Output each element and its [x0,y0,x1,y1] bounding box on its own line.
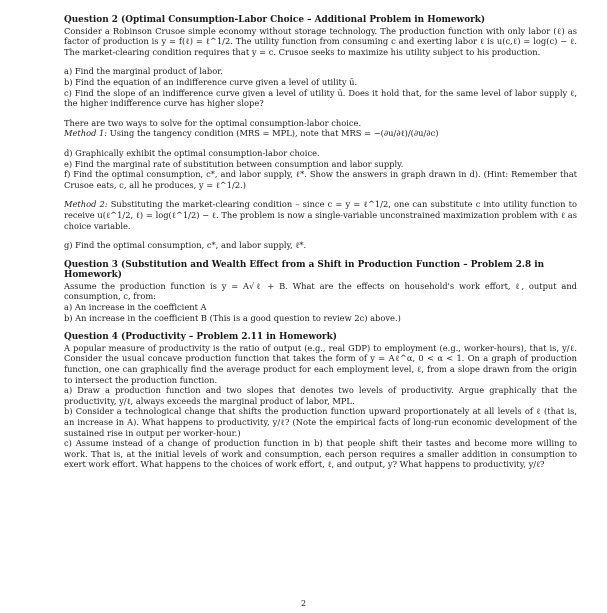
two-ways-text: There are two ways to solve for the optimal consumption-labor choice. [64,117,362,128]
method-2-text: Substituting the market-clearing condition – since c = y = ℓ^1/2, one can substitute c into utility function to receive u(ℓ^1/2, ℓ) = log(ℓ^1/2) − ℓ. The problem is now a single-variable unconstrained maximization problem with ℓ as choice variable. [64,199,577,231]
method-2-label: Method 2: [64,199,108,210]
question-2-title: Question 2 (Optimal Consumption-Labor Choice – Additional Problem in Homework) [64,15,486,25]
question-3-title: Question 3 (Substitution and Wealth Effect from a Shift in Production Function – Problem 2.8 in Homework) [64,259,545,281]
question-4-intro: A popular measure of productivity is the ratio of output (e.g., real GDP) to employment (e.g., worker-hours), that is, y/ℓ. Consider the usual concave production function that takes the form of y = Aℓ^α, 0 < α < 1. On a graph of production function, one can graphically find the average product for each employment level, ℓ, from a slope drawn from the origin to intersect the production function. [64,342,577,385]
q2-part-c: c) Find the slope of an indifference curve given a level of utility ū. Does it hold that, for the same level of labor supply ℓ, the higher indifference curve has higher slope? [64,87,577,109]
method-1-label: Method 1: [64,128,108,139]
q4-part-a: a) Draw a production function and two slopes that denotes two levels of productivity. Argue graphically that the productivity, y/ℓ, always exceeds the marginal product of labor, MPL. [64,385,577,406]
q3-part-b: b) An increase in the coefficient B (This is a good question to review 2c) above.) [64,312,401,323]
question-3-intro: Assume the production function is y = A√ℓ + B. What are the effects on household's work effort, ℓ, output and consumption, c, from: [64,280,577,302]
q2-part-d: d) Graphically exhibit the optimal consumption-labor choice. [64,147,320,158]
method-1-text: Using the tangency condition (MRS = MPL), note that MRS = −(∂u/∂ℓ)/(∂u/∂c) [107,128,439,139]
q2-part-e: e) Find the marginal rate of substitution between consumption and labor supply. [64,158,404,169]
q2-part-a: a) Find the marginal product of labor. [64,66,223,77]
q4-part-c: c) Assume instead of a change of production function in b) that people shift their tastes and become more willing to work. That is, at the initial levels of work and consumption, each person requires a smaller addition in consumption to exert work effort. What happens to the choices of work effort, ℓ, and output, y? What happens to productivity, y/ℓ? [64,438,577,470]
question-4-title: Question 4 (Productivity – Problem 2.11 in Homework) [64,332,337,343]
method-1 [64,128,577,139]
q3-part-a: a) An increase in the coefficient A [64,302,207,313]
q4-part-b: b) Consider a technological change that shifts the production function upward proportionately at all levels of ℓ (that is, an increase in A). What happens to productivity, y/ℓ? (Note the empirical facts of long-run economic development of the sustained rise in output per worker-hour.) [64,406,577,438]
q2-part-f: f) Find the optimal consumption, c*, and labor supply, ℓ*. Show the answers in graph drawn in d). (Hint: Remember that Crusoe eats, c, all he produces, y = ℓ^1/2.) [64,169,577,190]
page-number: 2 [300,599,307,608]
q2-part-g: g) Find the optimal consumption, c*, and labor supply, ℓ*. [64,240,307,251]
q2-part-b: b) Find the equation of an indifference curve given a level of utility ū. [64,76,358,87]
question-2-intro: Consider a Robinson Crusoe simple economy without storage technology. The production function with only labor (ℓ) as factor of production is y = f(ℓ) = ℓ^1/2. The utility function from consuming c and exerting labor ℓ is u(c,ℓ) = log(c) − ℓ. The market-clearing condition requires that y = c. Crusoe seeks to maximize his utility subject to his production. [64,25,577,57]
method-2 [64,199,577,231]
